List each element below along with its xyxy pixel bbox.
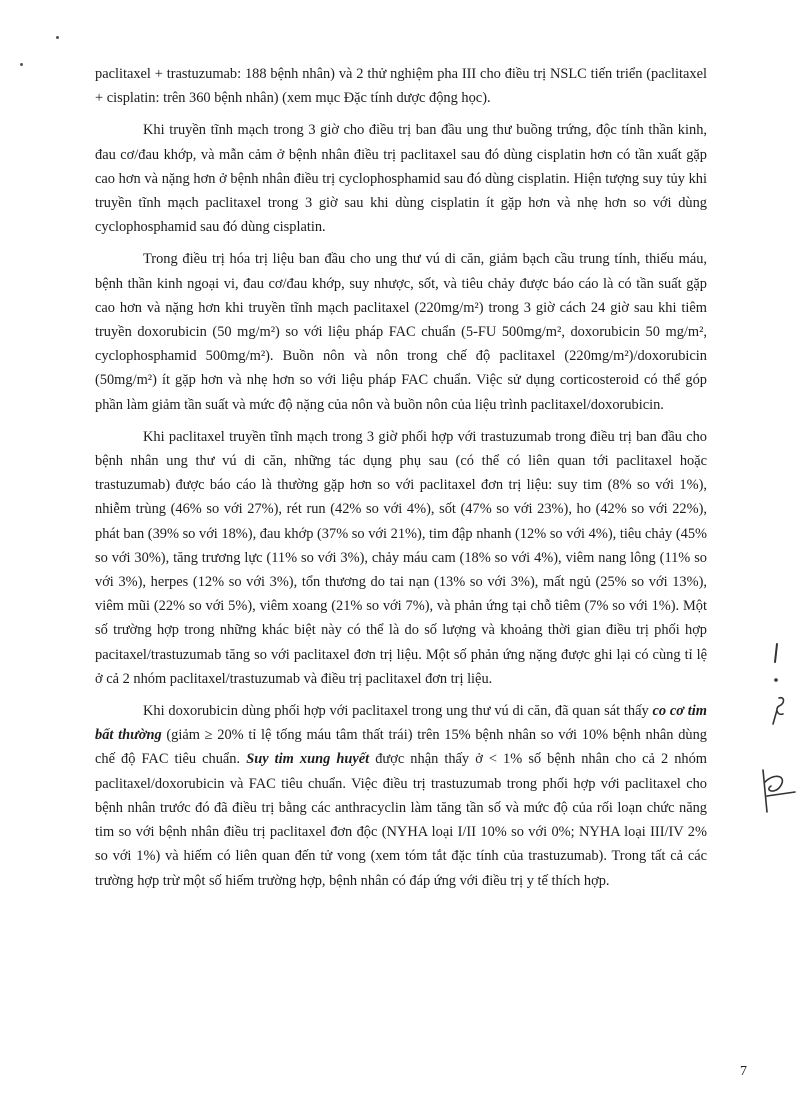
handwritten-margin-marks (755, 640, 800, 820)
paragraph-4: Khi paclitaxel truyền tĩnh mạch trong 3 giờ phối hợp với trastuzumab trong điều trị ban đầu cho bệnh nhân ung thư vú di căn, những tác dụng phụ sau (có thể có liên quan tới paclitaxel hoặc trastuzumab) được báo cáo là thường gặp hơn so với paclitaxel đơn trị liệu: suy tim (8% so với 1%), nhiễm trùng (46% so với 27%), rét run (42% so với 4%), sốt (47% so với 23%), ho (42% so với 22%), phát ban (39% so với 18%), đau khớp (37% so với 21%), tim đập nhanh (12% so với 4%), tiêu chảy (45% so với 30%), tăng trương lực (11% so với 3%), chảy máu cam (18% so với 4%), viêm nang lông (11% so với 3%), herpes (12% so với 3%), tổn thương do tai nạn (13% so với 3%), mất ngủ (25% so với 13%), viêm mũi (22% so với 5%), viêm xoang (21% so với 7%), và phản ứng tại chỗ tiêm (7% so với 1%). Một số trường hợp trong những khác biệt này có thể là do số lượng và khoảng thời gian điều trị phối hợp pacitaxel/trastuzumab tăng so với paclitaxel đơn trị liệu. Một số phản ứng nặng được ghi lại có cùng tỉ lệ ở cả 2 nhóm paclitaxel/trastuzumab và điều trị paclitaxel đơn trị liệu. (95, 428, 707, 687)
emphasis-congestive-heart-failure: Suy tim xung huyết (246, 751, 370, 768)
paragraph-5-text-a: Khi doxorubicin dùng phối hợp với paclitaxel trong ung thư vú di căn, đã quan sát thấy (143, 703, 653, 720)
paragraph-3: Trong điều trị hóa trị liệu ban đầu cho ung thư vú di căn, giảm bạch cầu trung tính, thiếu máu, bệnh thần kinh ngoại vi, đau cơ/đau khớp, suy nhược, sốt, và tiêu chảy được báo cáo là có tần suất gặp cao hơn và nặng hơn khi truyền tĩnh mạch paclitaxel (220mg/m²) trong 3 giờ cách 24 giờ sau khi tiêm truyền doxorubicin (50 mg/m²) so với liệu pháp FAC chuẩn (5-FU 500mg/m², doxorubicin 50 mg/m², cyclophosphamid 500mg/m²). Buồn nôn và nôn trong chế độ paclitaxel (220mg/m²)/doxorubicin (50mg/m²) ít gặp hơn và nhẹ hơn so với liệu pháp FAC chuẩn. Việc sử dụng corticosteroid có thể góp phần làm giảm tần suất và mức độ nặng của nôn và buồn nôn của liệu trình paclitaxel/doxorubicin. (95, 251, 707, 413)
paragraph-5-text-e: được nhận thấy ở < 1% số bệnh nhân cho cả 2 nhóm paclitaxel/doxorubicin và FAC tiêu chuẩn. Việc điều trị trastuzumab trong phối hợp với paclitaxel cho bệnh nhân trước đó đã điều trị bằng các anthracyclin làm tăng tần số và mức độ của rối loạn chức năng tim so với bệnh nhân điều trị paclitaxel đơn độc (NYHA loại I/II 10% so với 0%; NYHA loại III/IV 2% so với 1%) và hiếm có liên quan đến tử vong (xem tóm tắt đặc tính của trastuzumab). Trong tất cả các trường hợp trừ một số hiếm trường hợp, bệnh nhân có đáp ứng với điều trị y tế thích hợp. (95, 751, 708, 889)
scan-speck (56, 36, 59, 39)
paragraph-2: Khi truyền tĩnh mạch trong 3 giờ cho điều trị ban đầu ung thư buồng trứng, độc tính thần kinh, đau cơ/đau khớp, và mẫn cảm ở bệnh nhân điều trị paclitaxel sau đó dùng cisplatin hơn có tần xuất gặp cao hơn và nặng hơn ở bệnh nhân điều trị cyclophosphamid sau đó dùng cisplatin. Hiện tượng suy tủy khi truyền tĩnh mạch paclitaxel trong 3 giờ sau khi dùng cisplatin ít gặp hơn và nhẹ hơn so với dùng cyclophosphamid sau đó dùng cisplatin. (95, 122, 707, 236)
paragraph-5-text-c: (giảm ≥ 20% tỉ lệ tống máu tâm thất trái) trên 15% bệnh nhân so với 10% bệnh nhân dùng chế độ FAC tiêu chuẩn. (95, 727, 707, 768)
emphasis-abnormal-contraction: co cơ tim bất thường (95, 703, 707, 744)
page-number: 7 (740, 1064, 747, 1079)
paragraph-5 (95, 699, 707, 893)
scan-speck (20, 63, 23, 66)
paragraph-1: paclitaxel + trastuzumab: 188 bệnh nhân) và 2 thử nghiệm pha III cho điều trị NSLC tiến triển (paclitaxel + cisplatin: trên 360 bệnh nhân) (xem mục Đặc tính dược động học). (95, 66, 707, 107)
body-text (95, 62, 707, 893)
